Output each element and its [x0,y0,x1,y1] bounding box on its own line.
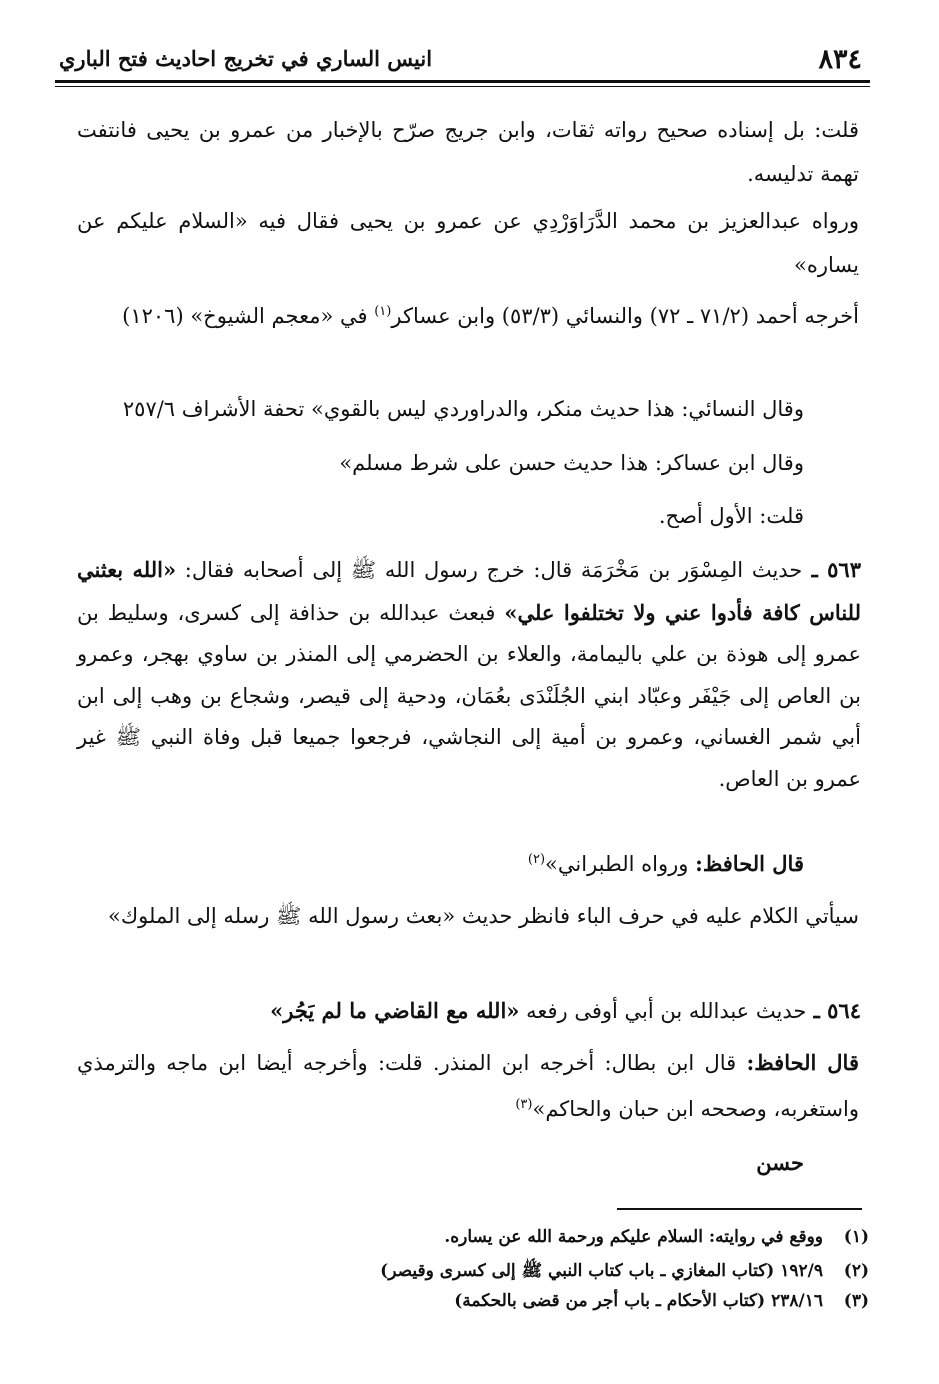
paragraph-takhrij [77,290,859,338]
page-number: ٨٣٤ [818,44,862,75]
paragraph-ibn-asakir-quote: وقال ابن عساكر: هذا حديث حسن على شرط مسلم» [339,451,804,475]
paragraph-ibn-jurayj: قلت: بل إسناده صحيح رواته ثقات، وابن جريج صرّح بالإخبار من عمرو بن يحيى فانتفت تهمة تدليسه. [77,118,859,186]
hadith-number-563: ٥٦٣ ـ [802,557,861,582]
hadith-564-text: حديث عبدالله بن أبي أوفى رفعه [519,999,807,1023]
takhrij-text-cont: في «معجم الشيوخ» (١٢٠٦) [122,304,375,328]
hadith-564-matn: «الله مع القاضي ما لم يَجُر» [270,998,520,1023]
footnote-text: ٢٣٨/١٦ (كتاب الأحكام ـ باب أجر من قضى بالحكمة) [454,1291,823,1311]
paragraph-hafiz-563 [77,838,804,886]
paragraph-nasai-quote: وقال النسائي: هذا حديث منكر، والدراوردي ليس بالقوي» تحفة الأشراف ٢٥٧/٦ [122,397,804,421]
running-header [55,40,870,82]
header-rule-thin [55,86,870,87]
header-rule-thick [55,80,870,83]
footnote-text: ووقع في روايته: السلام عليكم ورحمة الله عن يساره. [444,1227,823,1247]
book-title: انيس الساري في تخريج احاديث فتح الباري [59,46,433,71]
hafiz-text: قال ابن بطال: أخرجه ابن المنذر. قلت: وأخرجه أيضا ابن ماجه والترمذي واستغربه، وصححه ابن حبان والحاكم» [77,1051,859,1121]
hadith-563 [77,549,861,800]
footnote-ref-2[interactable]: (٢) [527,852,546,867]
hadith-563-matn: «الله بعثني للناس كافة فأدوا عني ولا تختلفوا علي» [77,557,862,625]
footnote-3 [79,1291,869,1311]
hafiz-text: ورواه الطبراني» [545,852,696,876]
hadith-number-564: ٥٦٤ ـ [806,998,861,1023]
footnote-1 [79,1227,869,1247]
footnote-2 [79,1260,869,1285]
paragraph-darawardi: ورواه عبدالعزيز بن محمد الدَّرَاوَرْدِي عن عمرو بن يحيى فقال فيه «السلام عليكم عن يساره» [77,209,859,277]
footnote-ref-3[interactable]: (٣) [515,1097,533,1112]
paragraph-cross-reference: سيأتي الكلام عليه في حرف الباء فانظر حديث «بعث رسول الله ﷺ رسله إلى الملوك» [108,904,859,928]
footnote-marker: (١) [843,1227,869,1247]
footnote-separator [617,1208,862,1210]
paragraph-hafiz-564 [77,1042,859,1130]
hadith-563-text: حديث المِسْوَر بن مَخْرَمَة قال: خرج رسول الله ﷺ إلى أصحابه فقال: [176,558,803,582]
footnote-text: ١٩٢/٩ (كتاب المغازي ـ باب كتاب النبي ﷺ إلى كسرى وقيصر) [380,1261,823,1281]
footnote-ref-1[interactable]: (١) [374,304,392,319]
hafiz-label: قال الحافظ: [746,1050,859,1075]
paragraph-conclusion: قلت: الأول أصح. [658,504,804,528]
hadith-grade: حسن [756,1150,804,1175]
footnote-marker: (٢) [843,1261,869,1281]
footnote-marker: (٣) [843,1291,869,1311]
hadith-563-text-cont: فبعث عبدالله بن حذافة إلى كسرى، وسليط بن عمرو إلى هوذة بن علي باليمامة، والعلاء بن الحضرمي إلى المنذر بن ساوي بهجر، وعمرو بن العاص إلى جَيْفَر وعبّاد ابني الجُلَنْدَى بعُمَان، ودحية إلى قيصر، وشجاع بن وهب إلى ابن أبي شمر الغساني، وعمرو بن أمية إلى النجاشي، فرجعوا جميعا قبل وفاة النبي ﷺ غير عمرو بن العاص. [77,600,861,791]
takhrij-text: أخرجه أحمد (٧١/٢ ـ ٧٢) والنسائي (٥٣/٣) وابن عساكر [391,304,859,328]
hafiz-label: قال الحافظ: [695,851,804,876]
hadith-564 [77,989,861,1033]
